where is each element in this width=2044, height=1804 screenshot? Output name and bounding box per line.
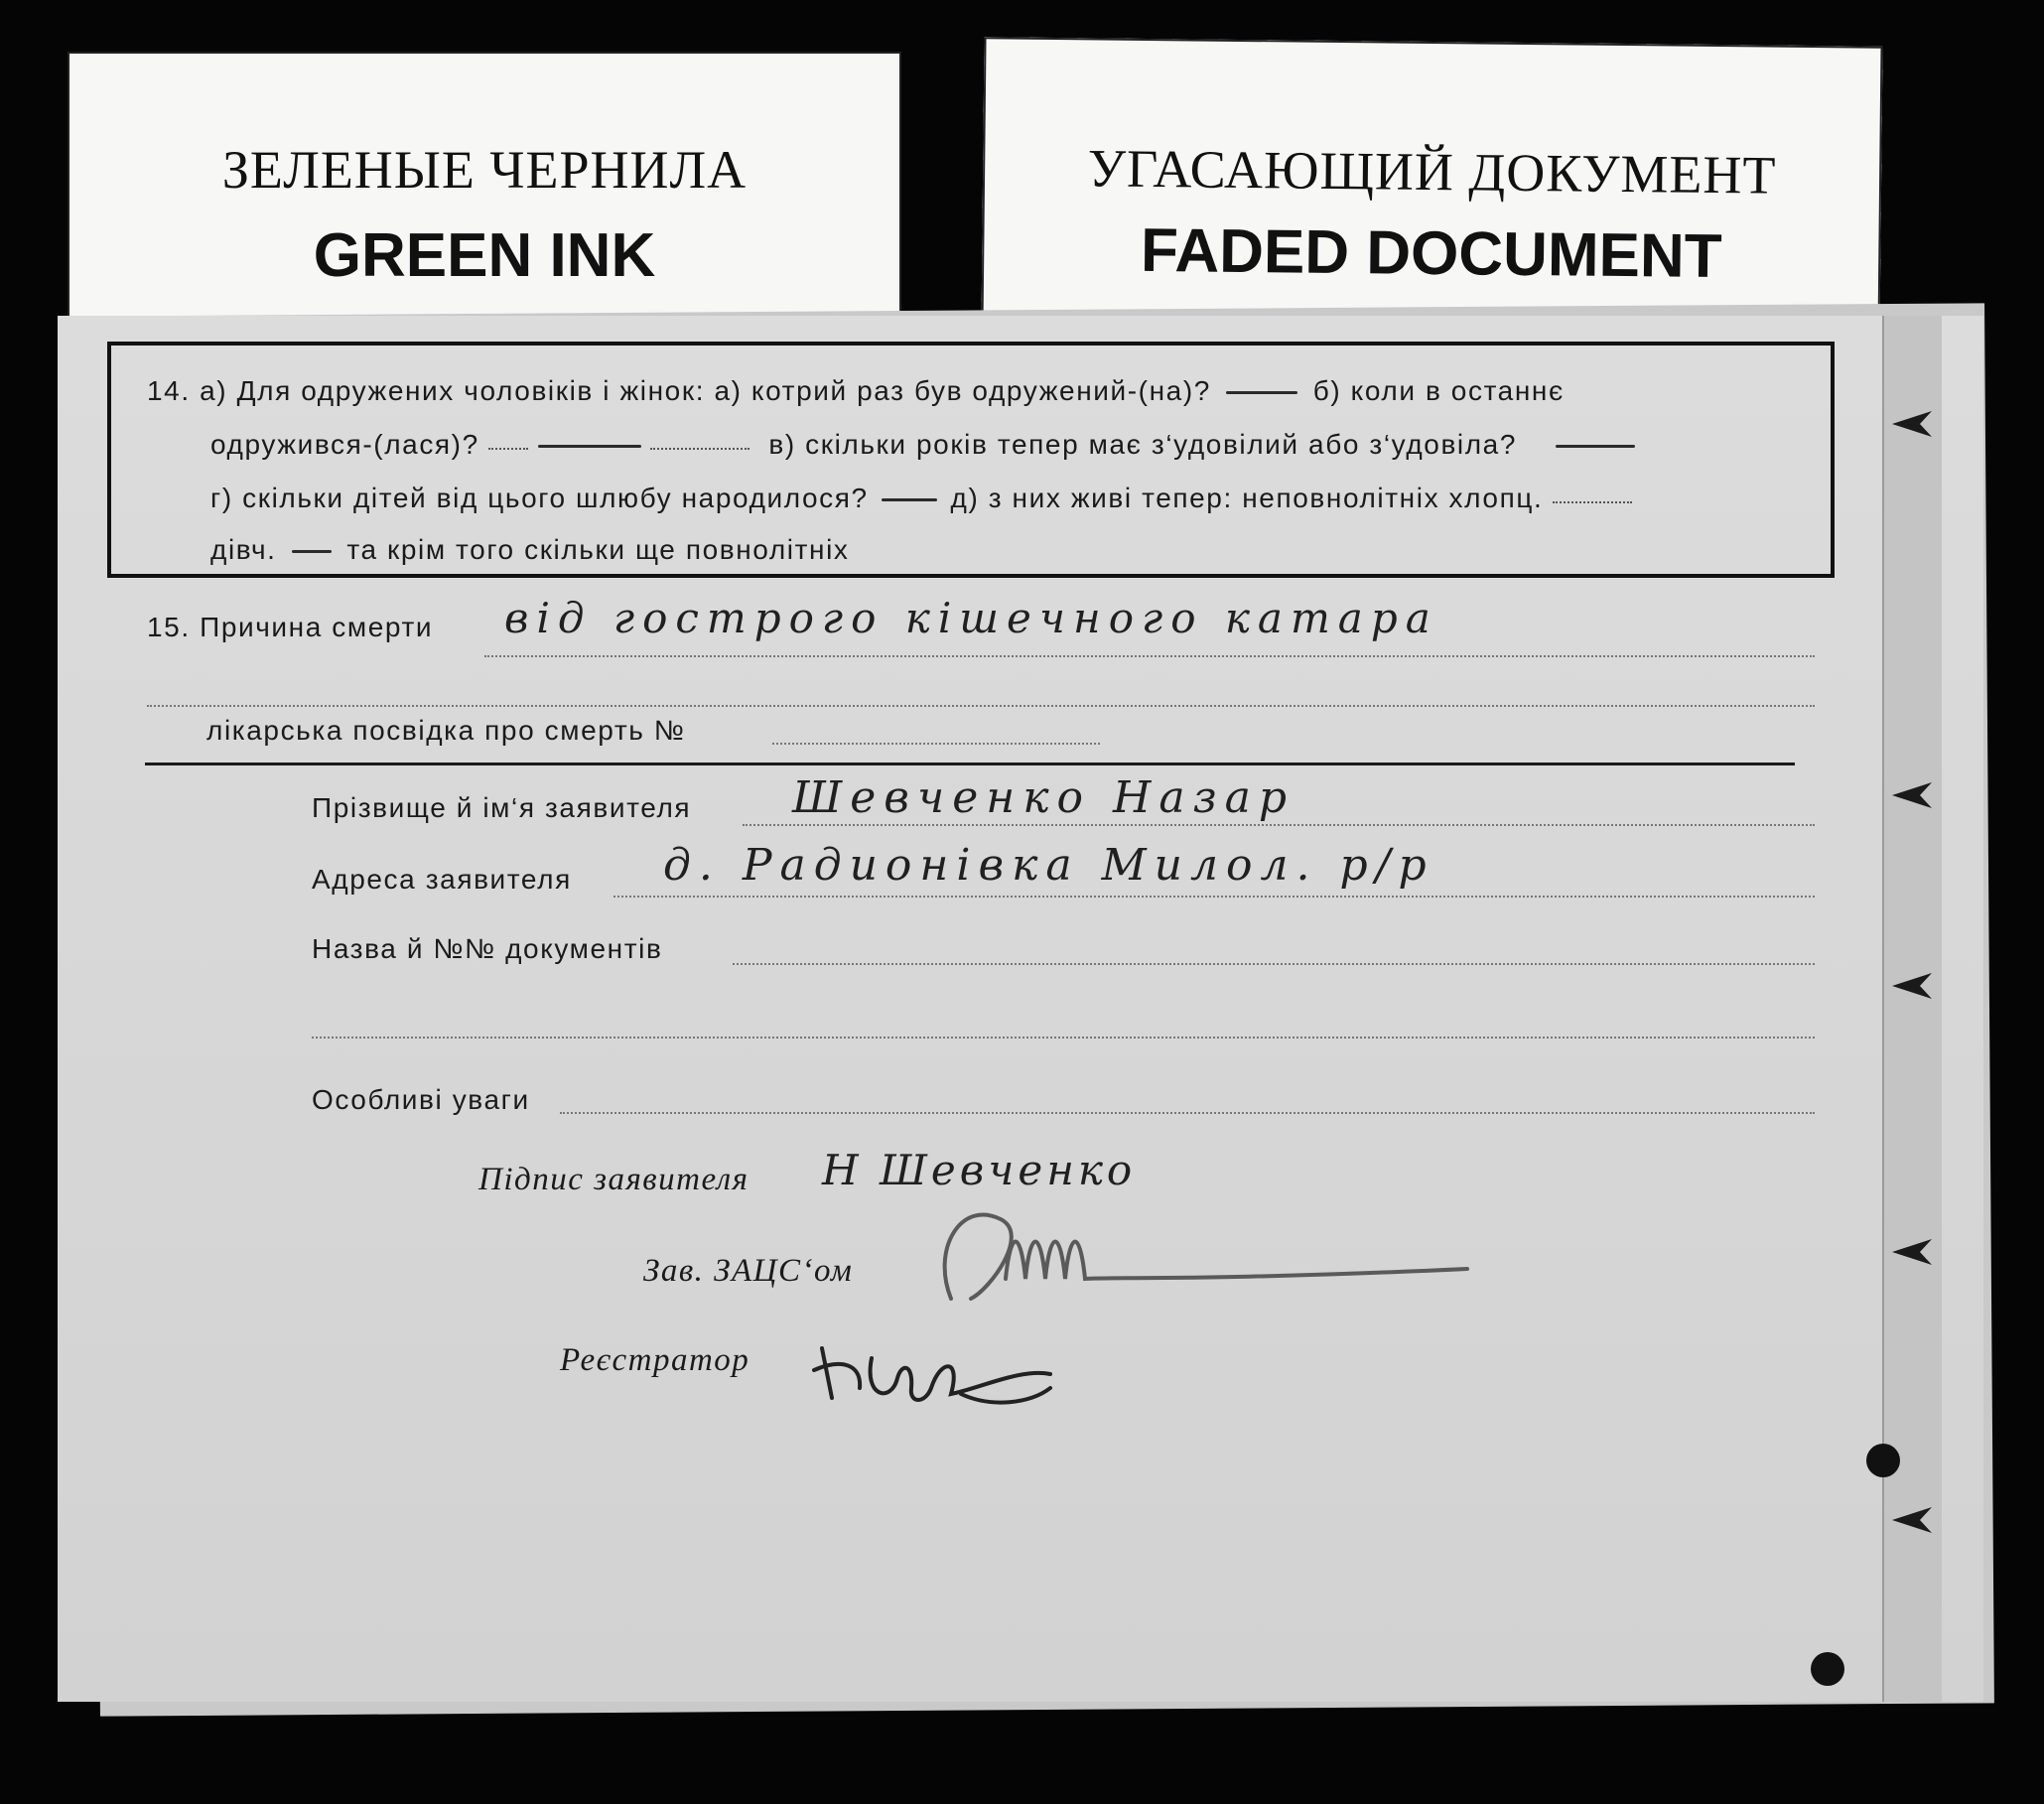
- green-ink-label-ru: ЗЕЛЕНЫЕ ЧЕРНИЛА: [221, 140, 748, 200]
- section-14-line-2: [210, 429, 1635, 461]
- faded-document-label-ru: УГАСАЮЩИЙ ДОКУМЕНТ: [1087, 138, 1777, 206]
- dash-mark: [1556, 445, 1635, 448]
- green-ink-label: [68, 52, 901, 328]
- documents-label: Назва й №№ документів: [312, 933, 663, 964]
- punch-hole: [1866, 1444, 1900, 1477]
- cause-of-death-value: від гострого кішечного катара: [504, 594, 1438, 642]
- medical-certificate-label: лікарська посвідка про смерть №: [206, 715, 686, 746]
- cause-underline: [484, 653, 1815, 657]
- documents-second-line: [312, 1035, 1815, 1039]
- section-divider: [145, 763, 1795, 765]
- zags-head-signature: [911, 1189, 1507, 1318]
- dash-mark: [538, 445, 641, 448]
- name-line: [743, 822, 1815, 826]
- applicant-signature-value: Н Шевченко: [822, 1146, 1137, 1194]
- applicant-signature-label: Підпис заявителя: [478, 1162, 749, 1197]
- punch-hole: [1811, 1652, 1844, 1686]
- cause-second-line: [147, 703, 1815, 707]
- section-14-box: [107, 342, 1835, 578]
- dash-mark: [1226, 391, 1297, 394]
- notes-line: [560, 1110, 1815, 1114]
- sheet-edge: [1882, 316, 1942, 1702]
- address-line: [613, 894, 1815, 898]
- section-14-q-g: г) скільки дітей від цього шлюбу народилося?: [210, 483, 869, 513]
- section-14-q-b: б) коли в останнє: [1312, 375, 1565, 406]
- special-notes-label: Особливі уваги: [312, 1084, 530, 1115]
- cause-of-death-label: 15. Причина смерти: [147, 612, 434, 642]
- certificate-number-line: [772, 741, 1100, 745]
- applicant-address-label: Адреса заявителя: [312, 864, 572, 895]
- section-14-adults: та крім того скільки ще повнолітніх: [346, 534, 850, 565]
- dots: [488, 444, 528, 450]
- dash-mark: [292, 550, 332, 553]
- dots: [1553, 497, 1632, 503]
- section-14-line-4: [210, 534, 850, 566]
- applicant-name-label: Прізвище й ім‘я заявителя: [312, 792, 692, 823]
- section-14-girls: дівч.: [210, 534, 277, 565]
- section-14-line-3: [210, 483, 1632, 514]
- dots: [650, 444, 749, 450]
- applicant-address-value: д. Радионівка Милол. р/р: [663, 840, 1434, 891]
- section-14-q-b-cont: одружився-(лася)?: [210, 429, 479, 460]
- section-14-q-d: д) з них живі тепер: неповнолітніх хлопц.: [950, 483, 1544, 513]
- faded-document-label: [981, 37, 1882, 336]
- section-14-q-v: в) скільки років тепер має з‘удовілий або з‘удовіла?: [768, 429, 1518, 460]
- applicant-name-value: Шевченко Назар: [792, 772, 1295, 823]
- faded-document-label-en: FADED DOCUMENT: [1140, 215, 1722, 292]
- registrar-label: Реєстратор: [560, 1342, 750, 1378]
- section-14-q-a: 14. а) Для одружених чоловіків і жінок: а) котрий раз був одружений-(на)?: [147, 375, 1211, 406]
- death-record-form: [58, 316, 1983, 1702]
- section-14-line-1: [147, 375, 1565, 407]
- registrar-signature: [802, 1309, 1080, 1418]
- documents-line: [733, 961, 1815, 965]
- green-ink-label-en: GREEN INK: [313, 221, 656, 290]
- dash-mark: [882, 498, 937, 501]
- zags-head-label: Зав. ЗАЦС‘ом: [643, 1253, 854, 1289]
